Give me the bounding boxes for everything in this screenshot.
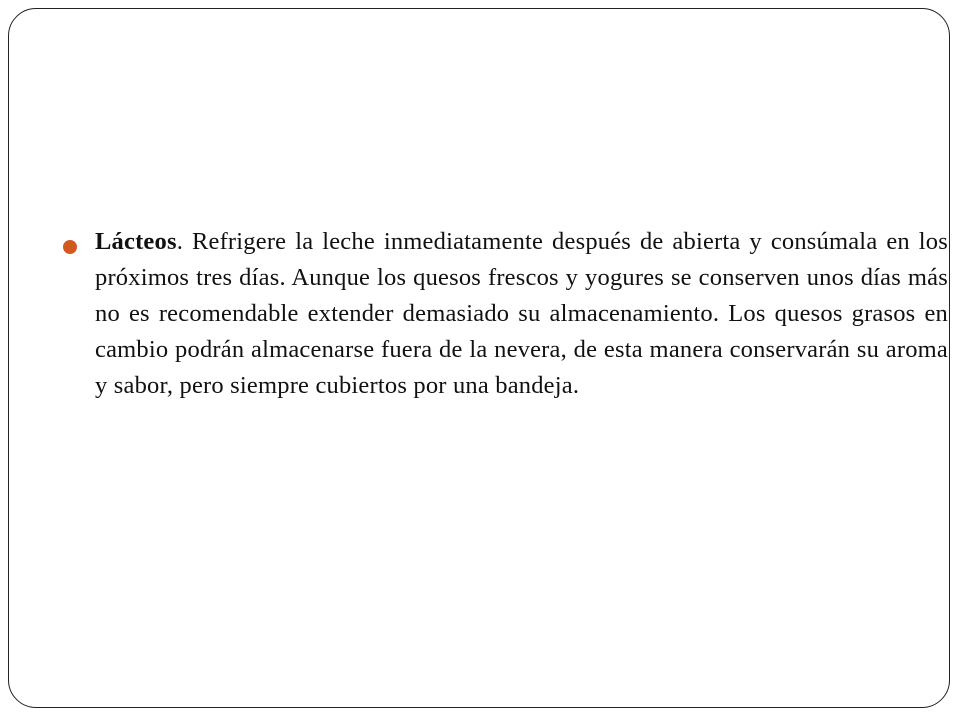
bullet-dot-icon [63, 240, 77, 254]
bullet-body-text: . Refrigere la leche inmediatamente después de abierta y consúmala en los próximos tres días. Aunque los quesos frescos y yogures se conserven unos días más no es recomendable extender demasiado su almacenamiento. Los quesos grasos en cambio podrán almacenarse fuera de la nevera, de esta manera conservarán su aroma y sabor, pero siempre cubiertos por una bandeja. [95, 228, 948, 399]
bullet-paragraph [95, 224, 948, 404]
bullet-lead-term: Lácteos [95, 228, 177, 255]
slide-frame [8, 8, 950, 708]
bullet-item [63, 224, 948, 404]
